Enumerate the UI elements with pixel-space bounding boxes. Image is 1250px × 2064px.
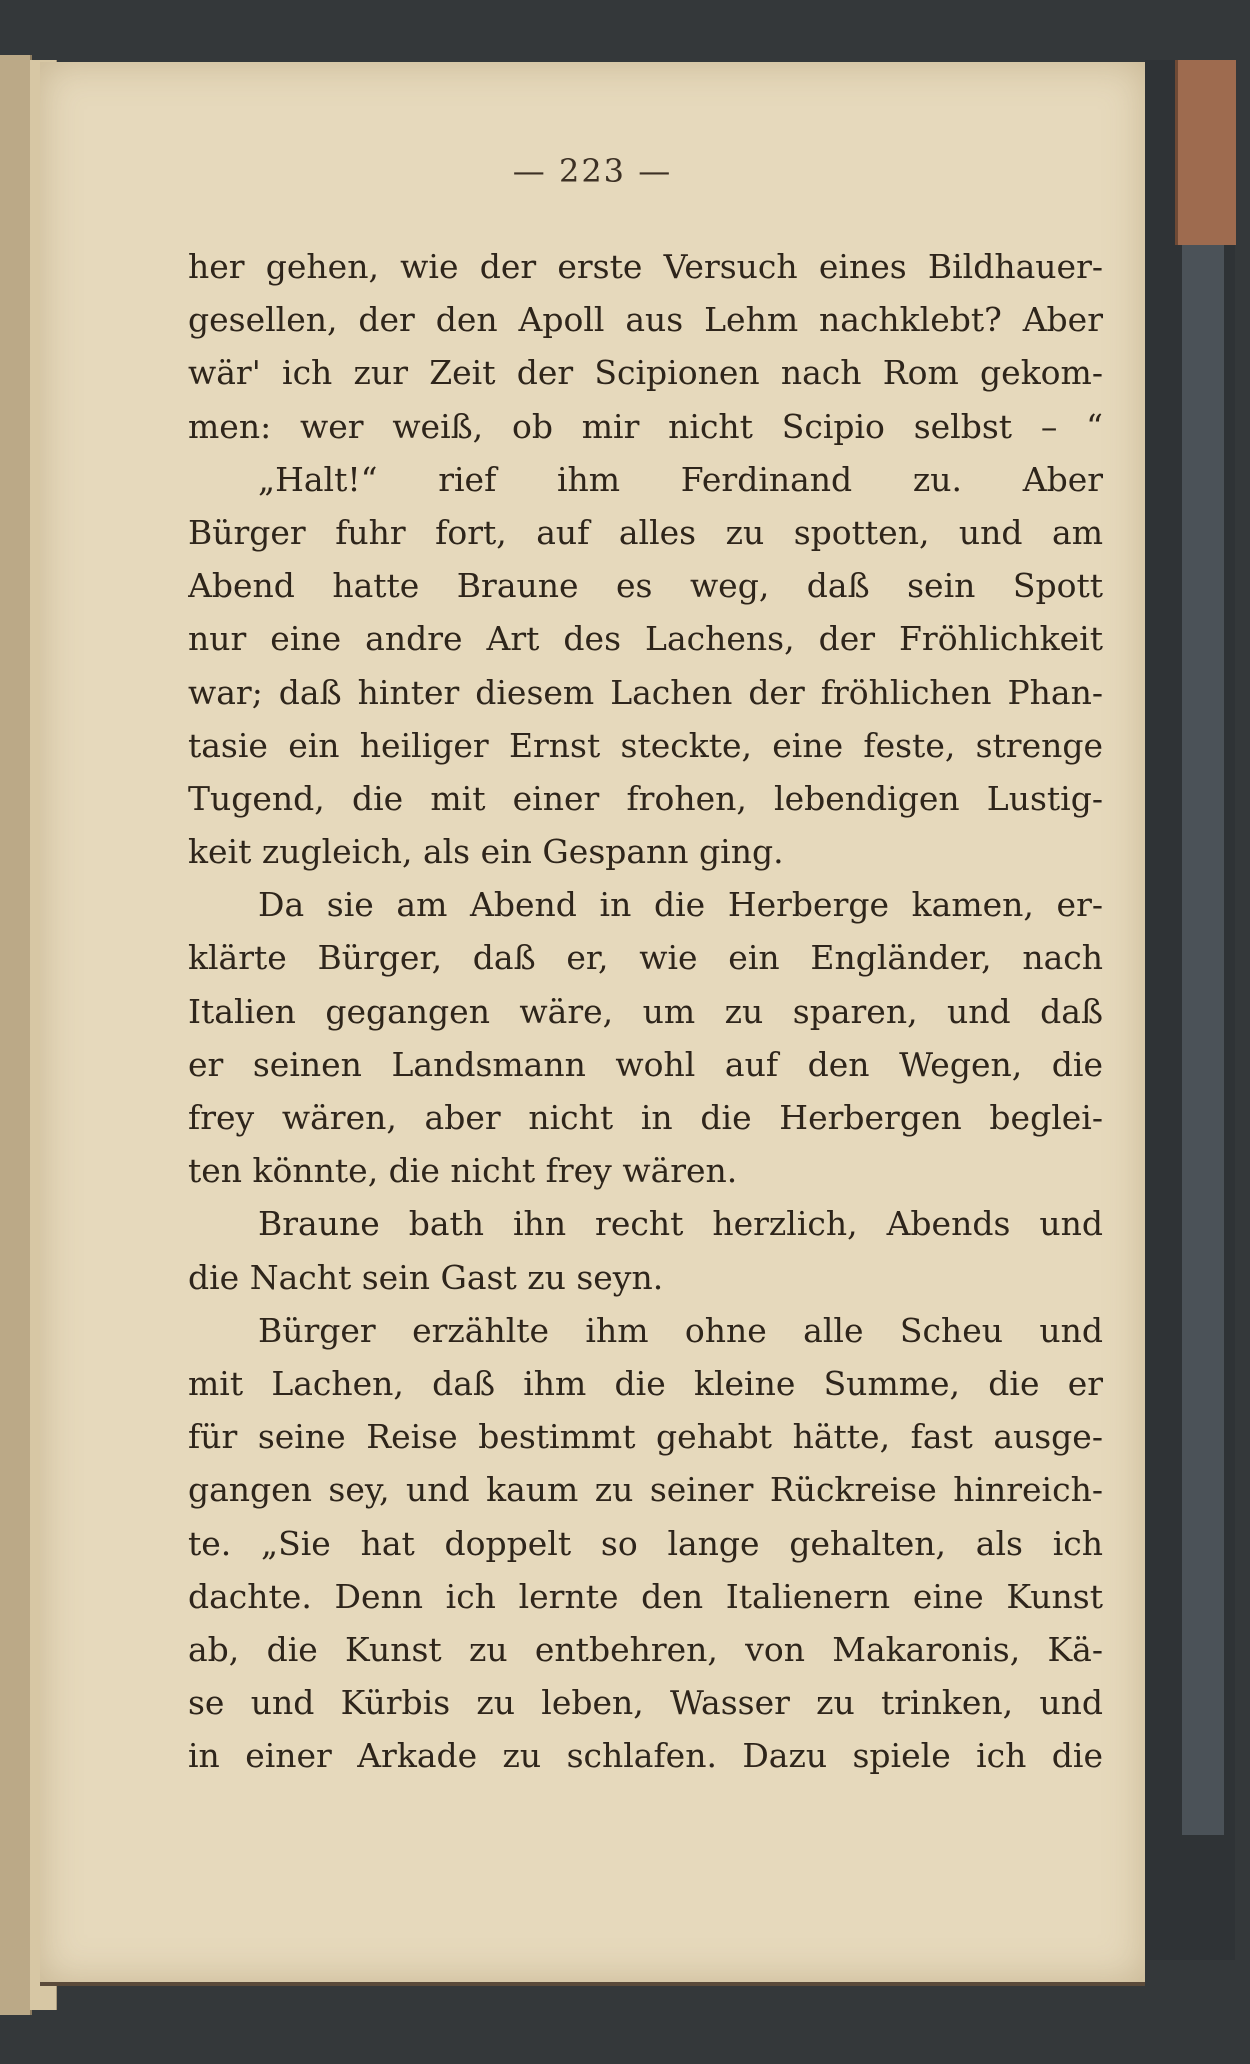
text-line: wär' ich zur Zeit der Scipionen nach Rom gekom- bbox=[188, 353, 1103, 393]
text-line: ab, die Kunst zu entbehren, von Makaronis, Kä- bbox=[188, 1629, 1103, 1669]
text-line: keit zugleich, als ein Gespann ging. bbox=[188, 832, 784, 872]
cover-cloth-edge bbox=[1182, 245, 1224, 1835]
text-line: gesellen, der den Apoll aus Lehm nachklebt? Aber bbox=[188, 300, 1103, 340]
text-line: nur eine andre Art des Lachens, der Fröhlichkeit bbox=[188, 619, 1103, 659]
text-line: in einer Arkade zu schlafen. Dazu spiele ich die bbox=[188, 1736, 1103, 1776]
text-line: „Halt!“ rief ihm Ferdinand zu. Aber bbox=[258, 459, 1103, 499]
text-line: Abend hatte Braune es weg, daß sein Spott bbox=[188, 566, 1103, 606]
page-body-text bbox=[188, 240, 1103, 1782]
book-spine-edge bbox=[0, 55, 32, 2015]
text-line: te. „Sie hat doppelt so lange gehalten, als ich bbox=[188, 1523, 1103, 1563]
page-number: — 223 — bbox=[512, 152, 673, 190]
text-line: frey wären, aber nicht in die Herbergen beglei- bbox=[188, 1098, 1103, 1137]
text-line: für seine Reise bestimmt gehabt hätte, fast ausge- bbox=[188, 1417, 1103, 1457]
text-line: Tugend, die mit einer frohen, lebendigen Lustig- bbox=[188, 778, 1103, 818]
text-line: dachte. Denn ich lernte den Italienern eine Kunst bbox=[188, 1576, 1103, 1616]
text-line: er seinen Landsmann wohl auf den Wegen, die bbox=[188, 1044, 1103, 1084]
text-line: war; daß hinter diesem Lachen der fröhlichen Phan- bbox=[188, 672, 1103, 712]
text-line: ten könnte, die nicht frey wären. bbox=[188, 1151, 738, 1191]
text-line: Bürger fuhr fort, auf alles zu spotten, und am bbox=[188, 512, 1103, 552]
text-line: tasie ein heiliger Ernst steckte, eine feste, strenge bbox=[188, 725, 1103, 765]
cover-leather-corner bbox=[1175, 60, 1236, 245]
text-line: se und Kürbis zu leben, Wasser zu trinken, und bbox=[188, 1683, 1103, 1723]
text-line: klärte Bürger, daß er, wie ein Engländer, nach bbox=[188, 938, 1103, 978]
text-line: men: wer weiß, ob mir nicht Scipio selbst – “ bbox=[188, 406, 1103, 446]
text-line: die Nacht sein Gast zu seyn. bbox=[188, 1257, 664, 1297]
text-line: Braune bath ihn recht herzlich, Abends und bbox=[258, 1204, 1103, 1244]
text-line: her gehen, wie der erste Versuch eines Bildhauer- bbox=[188, 247, 1103, 286]
text-line: gangen sey, und kaum zu seiner Rückreise hinreich- bbox=[188, 1470, 1103, 1510]
text-line: mit Lachen, daß ihm die kleine Summe, die er bbox=[188, 1363, 1103, 1403]
text-line: Da sie am Abend in die Herberge kamen, er- bbox=[258, 885, 1103, 925]
book-page bbox=[40, 62, 1145, 1986]
text-line: Italien gegangen wäre, um zu sparen, und daß bbox=[188, 991, 1103, 1031]
text-line: Bürger erzählte ihm ohne alle Scheu und bbox=[258, 1310, 1103, 1350]
